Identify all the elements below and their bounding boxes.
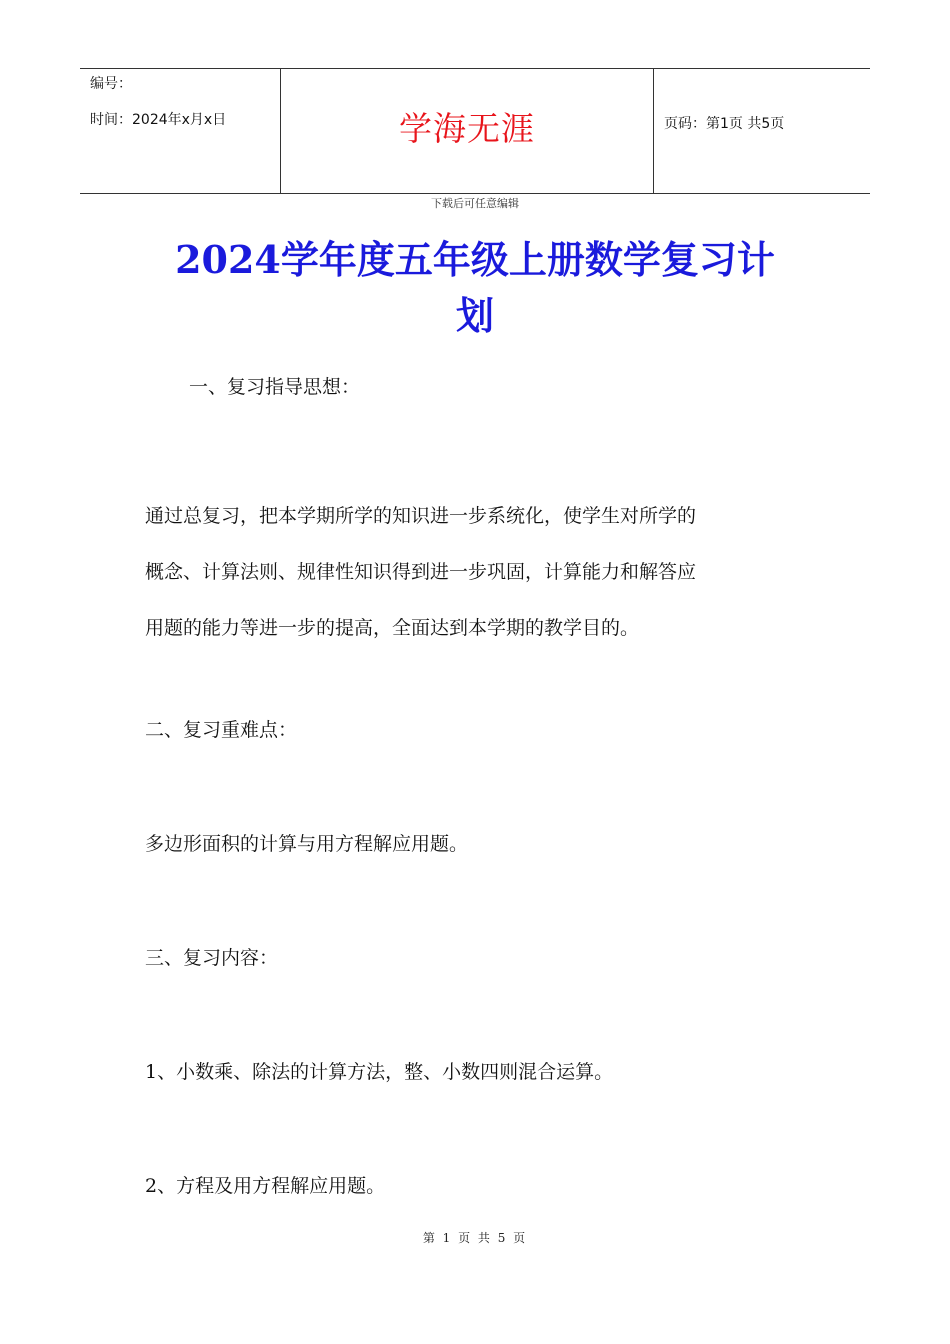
date-label: 时间：2024年x月x日 (90, 112, 227, 128)
section-heading-key-points: 二、复习重难点： (145, 719, 298, 741)
guiding-line-1: 通过总复习，把本学期所学的知识进一步系统化，使学生对所学的 (145, 505, 697, 527)
guiding-line-3: 用题的能力等进一步的提高，全面达到本学期的教学目的。 (145, 617, 640, 639)
document-title (150, 232, 800, 344)
page-info: 页码：第1页 共5页 (664, 116, 785, 132)
guiding-line-2: 概念、计算法则、规律性知识得到进一步巩固，计算能力和解答应 (145, 561, 697, 583)
header-right-cell (654, 69, 870, 193)
brand-title: 学海无涯 (399, 109, 535, 148)
page-footer: 第 1 页 共 5 页 (422, 1231, 528, 1245)
key-points-text: 多边形面积的计算与用方程解应用题。 (145, 833, 469, 855)
guiding-paragraph (145, 488, 825, 656)
header-table (80, 68, 870, 194)
title-line-1: 2024学年度五年级上册数学复习计 (175, 237, 775, 282)
header-center-cell (281, 69, 654, 193)
section-heading-guiding: 一、复习指导思想： (189, 376, 361, 398)
editable-notice: 下载后可任意编辑 (431, 197, 519, 210)
serial-number-label: 编号： (90, 76, 132, 92)
section-heading-content: 三、复习内容： (145, 947, 279, 969)
content-item-1: 1、小数乘、除法的计算方法，整、小数四则混合运算。 (145, 1061, 614, 1083)
title-line-2: 划 (455, 293, 494, 338)
content-item-2: 2、方程及用方程解应用题。 (145, 1175, 386, 1197)
header-left-cell (80, 69, 281, 193)
